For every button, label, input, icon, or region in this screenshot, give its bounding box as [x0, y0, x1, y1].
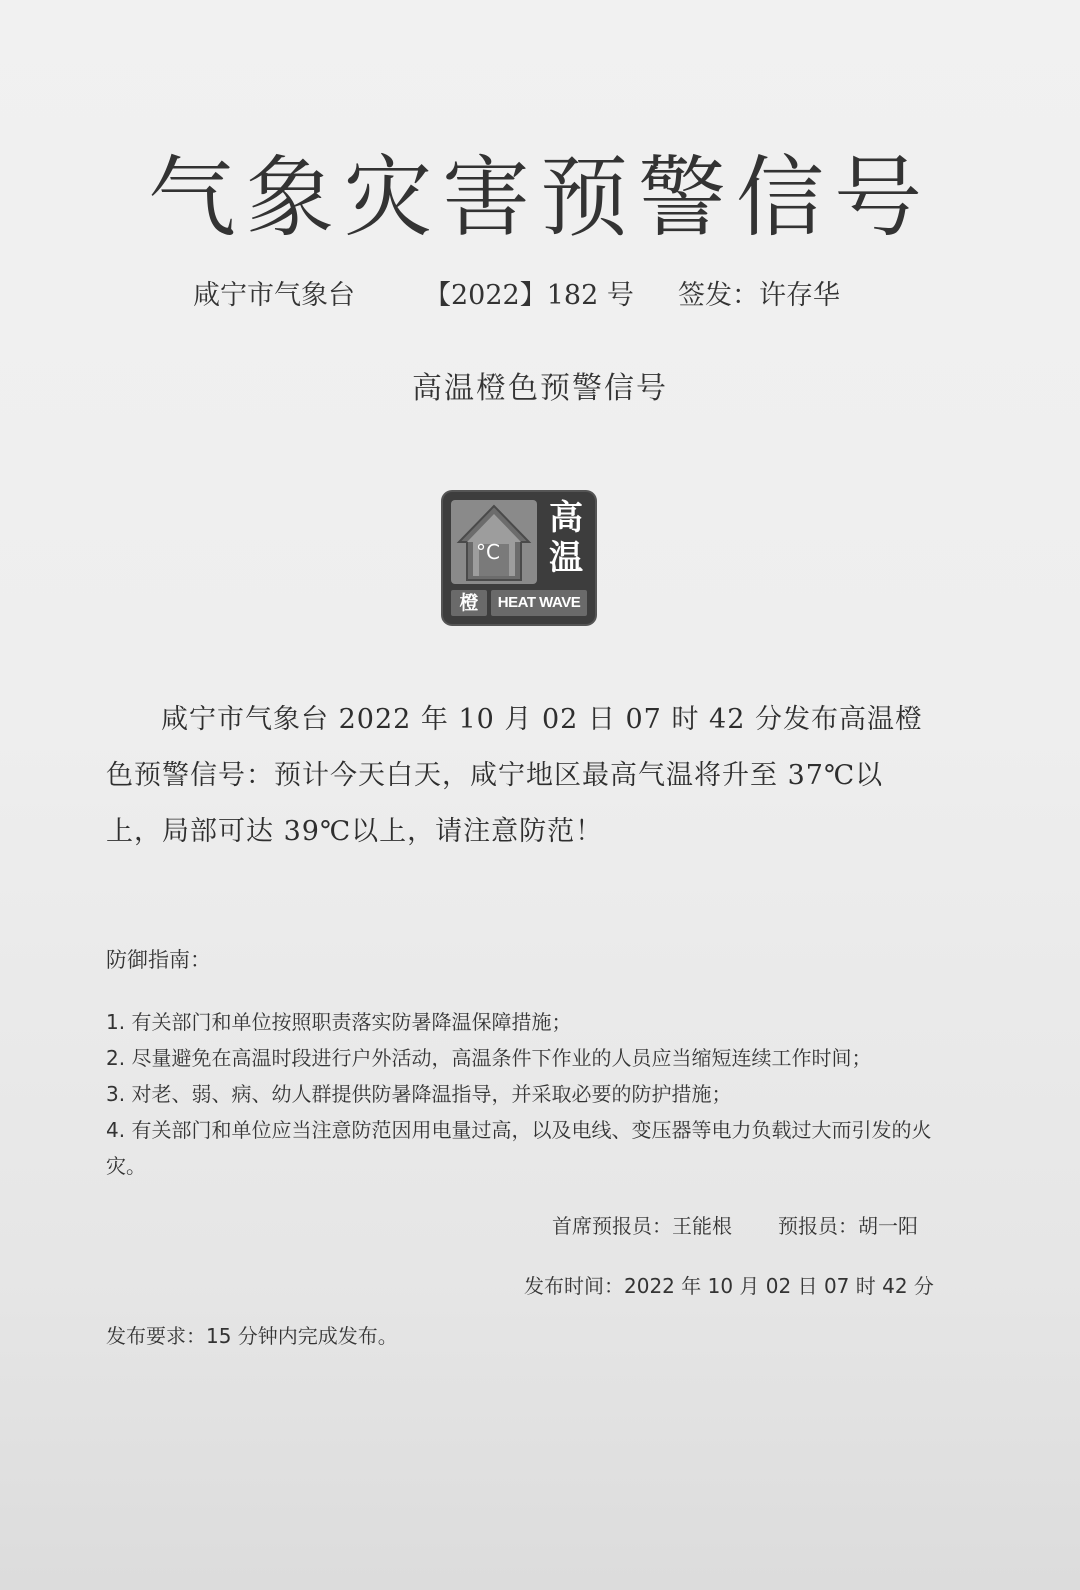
document-number: 【2022】182 号	[424, 280, 634, 311]
issuer-name: 咸宁市气象台	[193, 280, 355, 311]
issue-time: 发布时间：2022 年 10 月 02 日 07 时 42 分	[524, 1274, 934, 1298]
forecaster: 预报员：胡一阳	[778, 1214, 918, 1238]
degree-label: °C	[476, 540, 500, 564]
heat-wave-warning-icon	[443, 492, 595, 624]
guide-item: 2. 尽量避免在高温时段进行户外活动，高温条件下作业的人员应当缩短连续工作时间；	[106, 1046, 872, 1070]
defense-guide-title: 防御指南：	[106, 948, 211, 972]
chief-forecaster: 首席预报员：王能根	[552, 1214, 732, 1238]
signer: 签发：许存华	[678, 280, 840, 311]
signal-en-text: HEAT WAVE	[491, 590, 587, 616]
defense-guide-list	[106, 1004, 946, 1184]
document-title: 气象灾害预警信号	[147, 146, 932, 249]
warning-body-text: 咸宁市气象台 2022 年 10 月 02 日 07 时 42 分发布高温橙色预警信号：预计今天白天，咸宁地区最高气温将升至 37℃以上，局部可达 39℃以上，请注意防范！	[106, 704, 923, 847]
guide-item: 4. 有关部门和单位应当注意防范因用电量过高，以及电线、变压器等电力负载过大而引发的火灾。	[106, 1118, 932, 1178]
signal-cn-text: 高温	[549, 498, 583, 578]
guide-item: 3. 对老、弱、病、幼人群提供防暑降温指导，并采取必要的防护措施；	[106, 1082, 732, 1106]
publish-requirement: 发布要求：15 分钟内完成发布。	[106, 1324, 398, 1348]
guide-item: 1. 有关部门和单位按照职责落实防暑降温保障措施；	[106, 1010, 572, 1034]
signal-level-label: 橙	[451, 590, 487, 616]
warning-subtitle: 高温橙色预警信号	[412, 371, 668, 406]
